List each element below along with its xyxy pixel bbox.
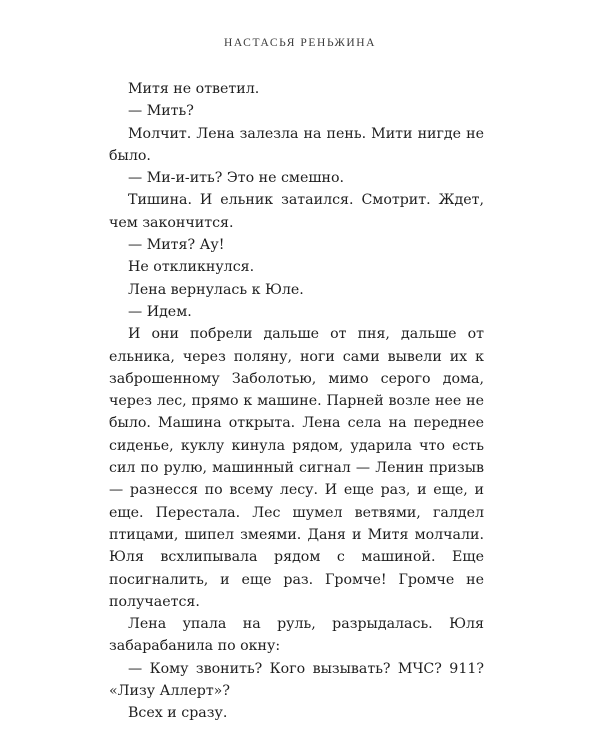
paragraph: Всех и сразу.	[128, 705, 228, 722]
paragraph: Лена вернулась к Юле.	[128, 281, 304, 298]
paragraph: И они побрели дальше от пня, дальше от ельника, через поляну, ноги сами вывели их к заброшенному Заболотью, мимо серого дома, через лес, прямо к машине. Парней возле нее не было. Машина открыта. Лена села на переднее сиденье, куклу кинула рядом, ударила что есть сил по рулю, машинный сигнал — Ленин призыв — разнесся по всему лесу. И еще раз, и еще, и еще. Перестала. Лес шумел ветвями, галдел птицами, шипел змеями. Даня и Митя молчали. Юля всхлипывала рядом с машиной. Еще посигналить, и еще раз. Громче! Громче не получается.	[109, 326, 484, 610]
paragraph: — Кому звонить? Кого вызывать? МЧС? 911? «Лизу Аллерт»?	[109, 660, 484, 700]
paragraph: — Идем.	[128, 303, 192, 320]
paragraph: — Ми-и-ить? Это не смешно.	[128, 170, 345, 187]
paragraph: — Митя? Ау!	[128, 237, 225, 254]
paragraph: — Мить?	[128, 103, 194, 120]
running-title: НАСТАСЬЯ РЕНЬЖИНА	[223, 37, 377, 49]
body-text	[109, 78, 484, 725]
paragraph: Митя не ответил.	[128, 81, 260, 97]
paragraph: Не откликнулся.	[128, 259, 255, 276]
paragraph: Тишина. И ельник затаился. Смотрит. Ждет, чем закончится.	[109, 192, 484, 231]
paragraph: Молчит. Лена залезла на пень. Мити нигде не было.	[109, 125, 484, 164]
paragraph: Лена упала на руль, разрыдалась. Юля забарабанила по окну:	[109, 616, 484, 655]
